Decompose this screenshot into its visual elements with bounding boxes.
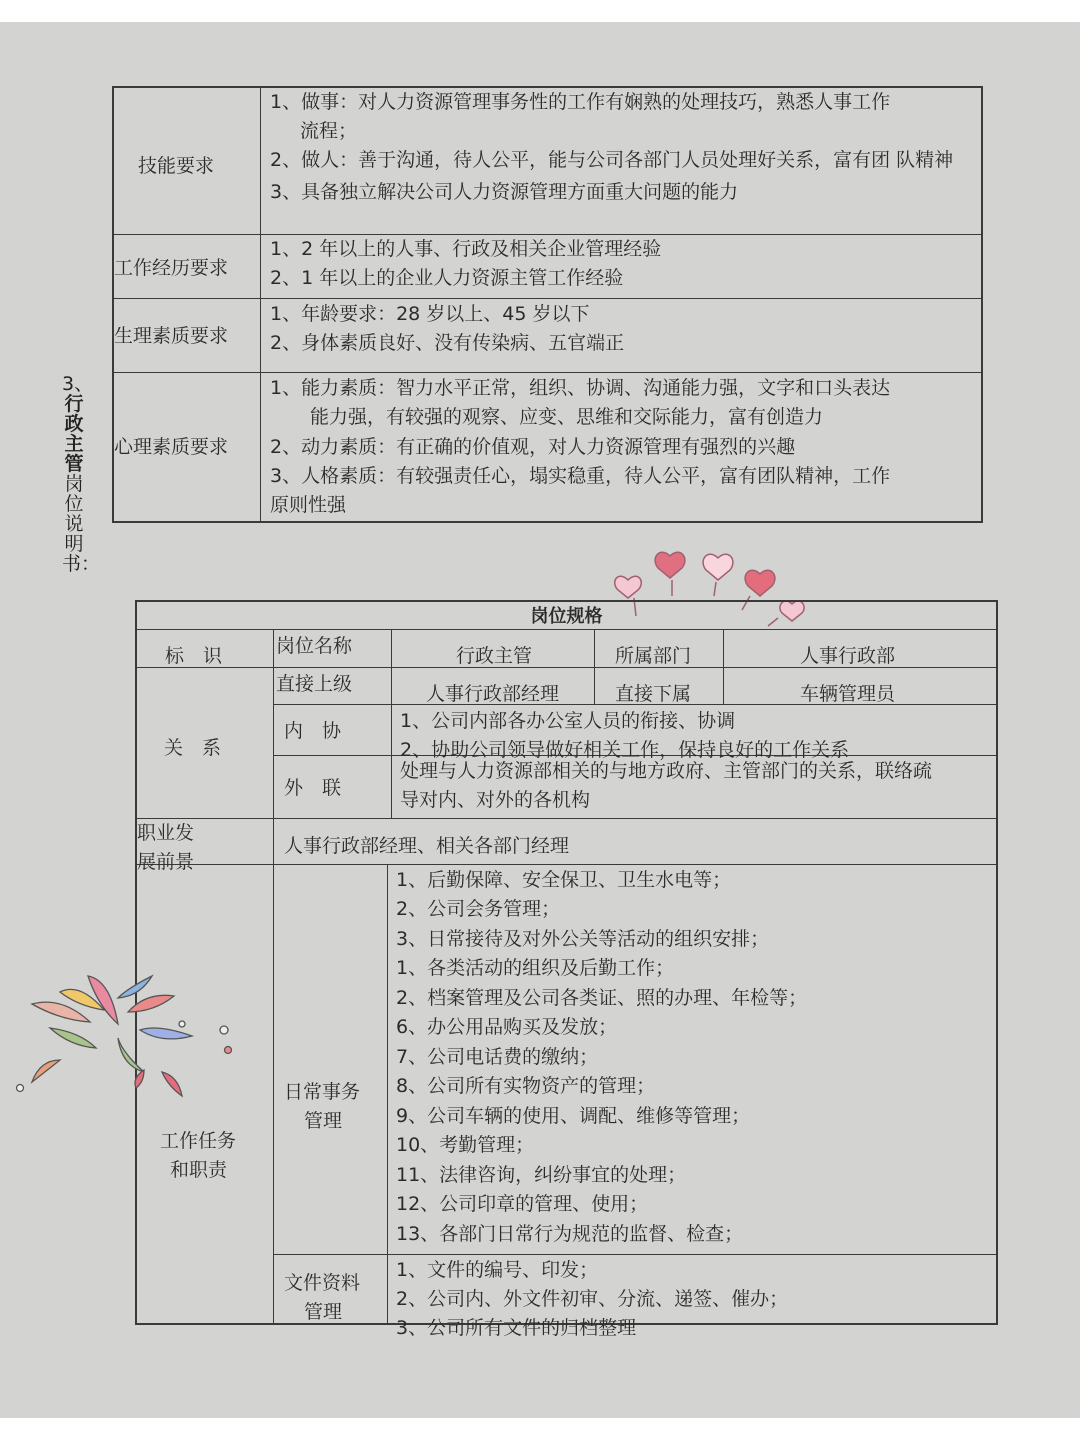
relation-label: 关 系 [164, 737, 222, 759]
daily-label: 管理 [304, 1110, 343, 1132]
list-item: 12、公司印章的管理、使用； [396, 1193, 649, 1215]
skills-line: 流程； [300, 120, 358, 142]
position-name-label: 岗位名称 [276, 635, 353, 657]
career-value: 人事行政部经理、相关各部门经理 [284, 835, 570, 857]
docs-items-list [388, 1255, 996, 1339]
superior-label: 直接上级 [276, 673, 353, 695]
physical-line: 1、年龄要求：28 岁以上、45 岁以下 [270, 303, 590, 325]
skills-label: 技能要求 [138, 155, 215, 177]
list-item: 3、日常接待及对外公关等活动的组织安排； [396, 928, 770, 950]
list-item: 1、各类活动的组织及后勤工作； [396, 957, 675, 979]
document-page [0, 22, 1080, 1418]
skills-line: 1、做事：对人力资源管理事务性的工作有娴熟的处理技巧，熟悉人事工作 [270, 91, 891, 113]
internal-line: 2、协助公司领导做好相关工作，保持良好的工作关系 [400, 739, 850, 761]
side-title: 3、行政主管岗位说明书： [62, 373, 101, 575]
duties-label: 工作任务 [160, 1130, 237, 1152]
list-item: 2、档案管理及公司各类证、照的办理、年检等； [396, 987, 808, 1009]
mental-line: 3、人格素质：有较强责任心，塌实稳重，待人公平，富有团队精神，工作 [270, 465, 891, 487]
dept-label: 所属部门 [615, 645, 692, 667]
internal-line: 1、公司内部各办公室人员的衔接、协调 [400, 710, 736, 732]
list-item: 3、公司所有文件的归档整理 [396, 1317, 637, 1339]
docs-label: 管理 [304, 1301, 343, 1323]
list-item: 8、公司所有实物资产的管理； [396, 1075, 656, 1097]
subordinate-value: 车辆管理员 [800, 683, 896, 705]
skills-line: 3、具备独立解决公司人力资源管理方面重大问题的能力 [270, 181, 739, 203]
list-item: 6、办公用品购买及发放； [396, 1016, 618, 1038]
superior-value: 人事行政部经理 [426, 683, 560, 705]
experience-label: 工作经历要求 [114, 257, 229, 279]
list-item: 2、公司会务管理； [396, 898, 561, 920]
external-label: 外 联 [284, 777, 342, 799]
mental-label: 心理素质要求 [114, 436, 229, 458]
mental-line: 能力强，有较强的观察、应变、思维和交际能力，富有创造力 [310, 406, 824, 428]
spec-title: 岗位规格 [530, 606, 603, 627]
duties-label: 和职责 [170, 1159, 228, 1181]
dept-value: 人事行政部 [800, 645, 896, 667]
list-item: 9、公司车辆的使用、调配、维修等管理； [396, 1105, 751, 1127]
list-item: 2、公司内、外文件初审、分流、递签、催办； [396, 1288, 789, 1310]
list-item: 11、法律咨询，纠纷事宜的处理； [396, 1164, 687, 1186]
external-line: 处理与人力资源部相关的与地方政府、主管部门的关系，联络疏 [400, 760, 933, 782]
mental-line: 2、动力素质：有正确的价值观，对人力资源管理有强烈的兴趣 [270, 436, 796, 458]
internal-label: 内 协 [284, 720, 342, 742]
mental-line: 原则性强 [270, 494, 347, 516]
career-label: 职业发 [137, 822, 195, 844]
confetti-burst [10, 962, 240, 1122]
list-item: 10、考勤管理； [396, 1134, 535, 1156]
physical-label: 生理素质要求 [114, 325, 229, 347]
subordinate-label: 直接下属 [615, 683, 692, 705]
physical-line: 2、身体素质良好、没有传染病、五官端正 [270, 332, 625, 354]
mental-line: 1、能力素质：智力水平正常，组织、协调、沟通能力强，文字和口头表达 [270, 377, 891, 399]
experience-line: 2、1 年以上的企业人力资源主管工作经验 [270, 267, 624, 289]
skills-line: 2、做人：善于沟通，待人公平，能与公司各部门人员处理好关系，富有团 队精神 [270, 149, 954, 171]
experience-line: 1、2 年以上的人事、行政及相关企业管理经验 [270, 238, 662, 260]
identity-label: 标 识 [165, 645, 223, 667]
career-label: 展前景 [137, 851, 195, 873]
list-item: 1、文件的编号、印发； [396, 1259, 599, 1281]
list-item: 1、后勤保障、安全保卫、卫生水电等； [396, 869, 732, 891]
daily-label: 日常事务 [284, 1081, 361, 1103]
docs-label: 文件资料 [284, 1272, 361, 1294]
external-line: 导对内、对外的各机构 [400, 789, 591, 811]
list-item: 7、公司电话费的缴纳； [396, 1046, 599, 1068]
position-name: 行政主管 [456, 645, 533, 667]
list-item: 13、各部门日常行为规范的监督、检查； [396, 1223, 744, 1245]
